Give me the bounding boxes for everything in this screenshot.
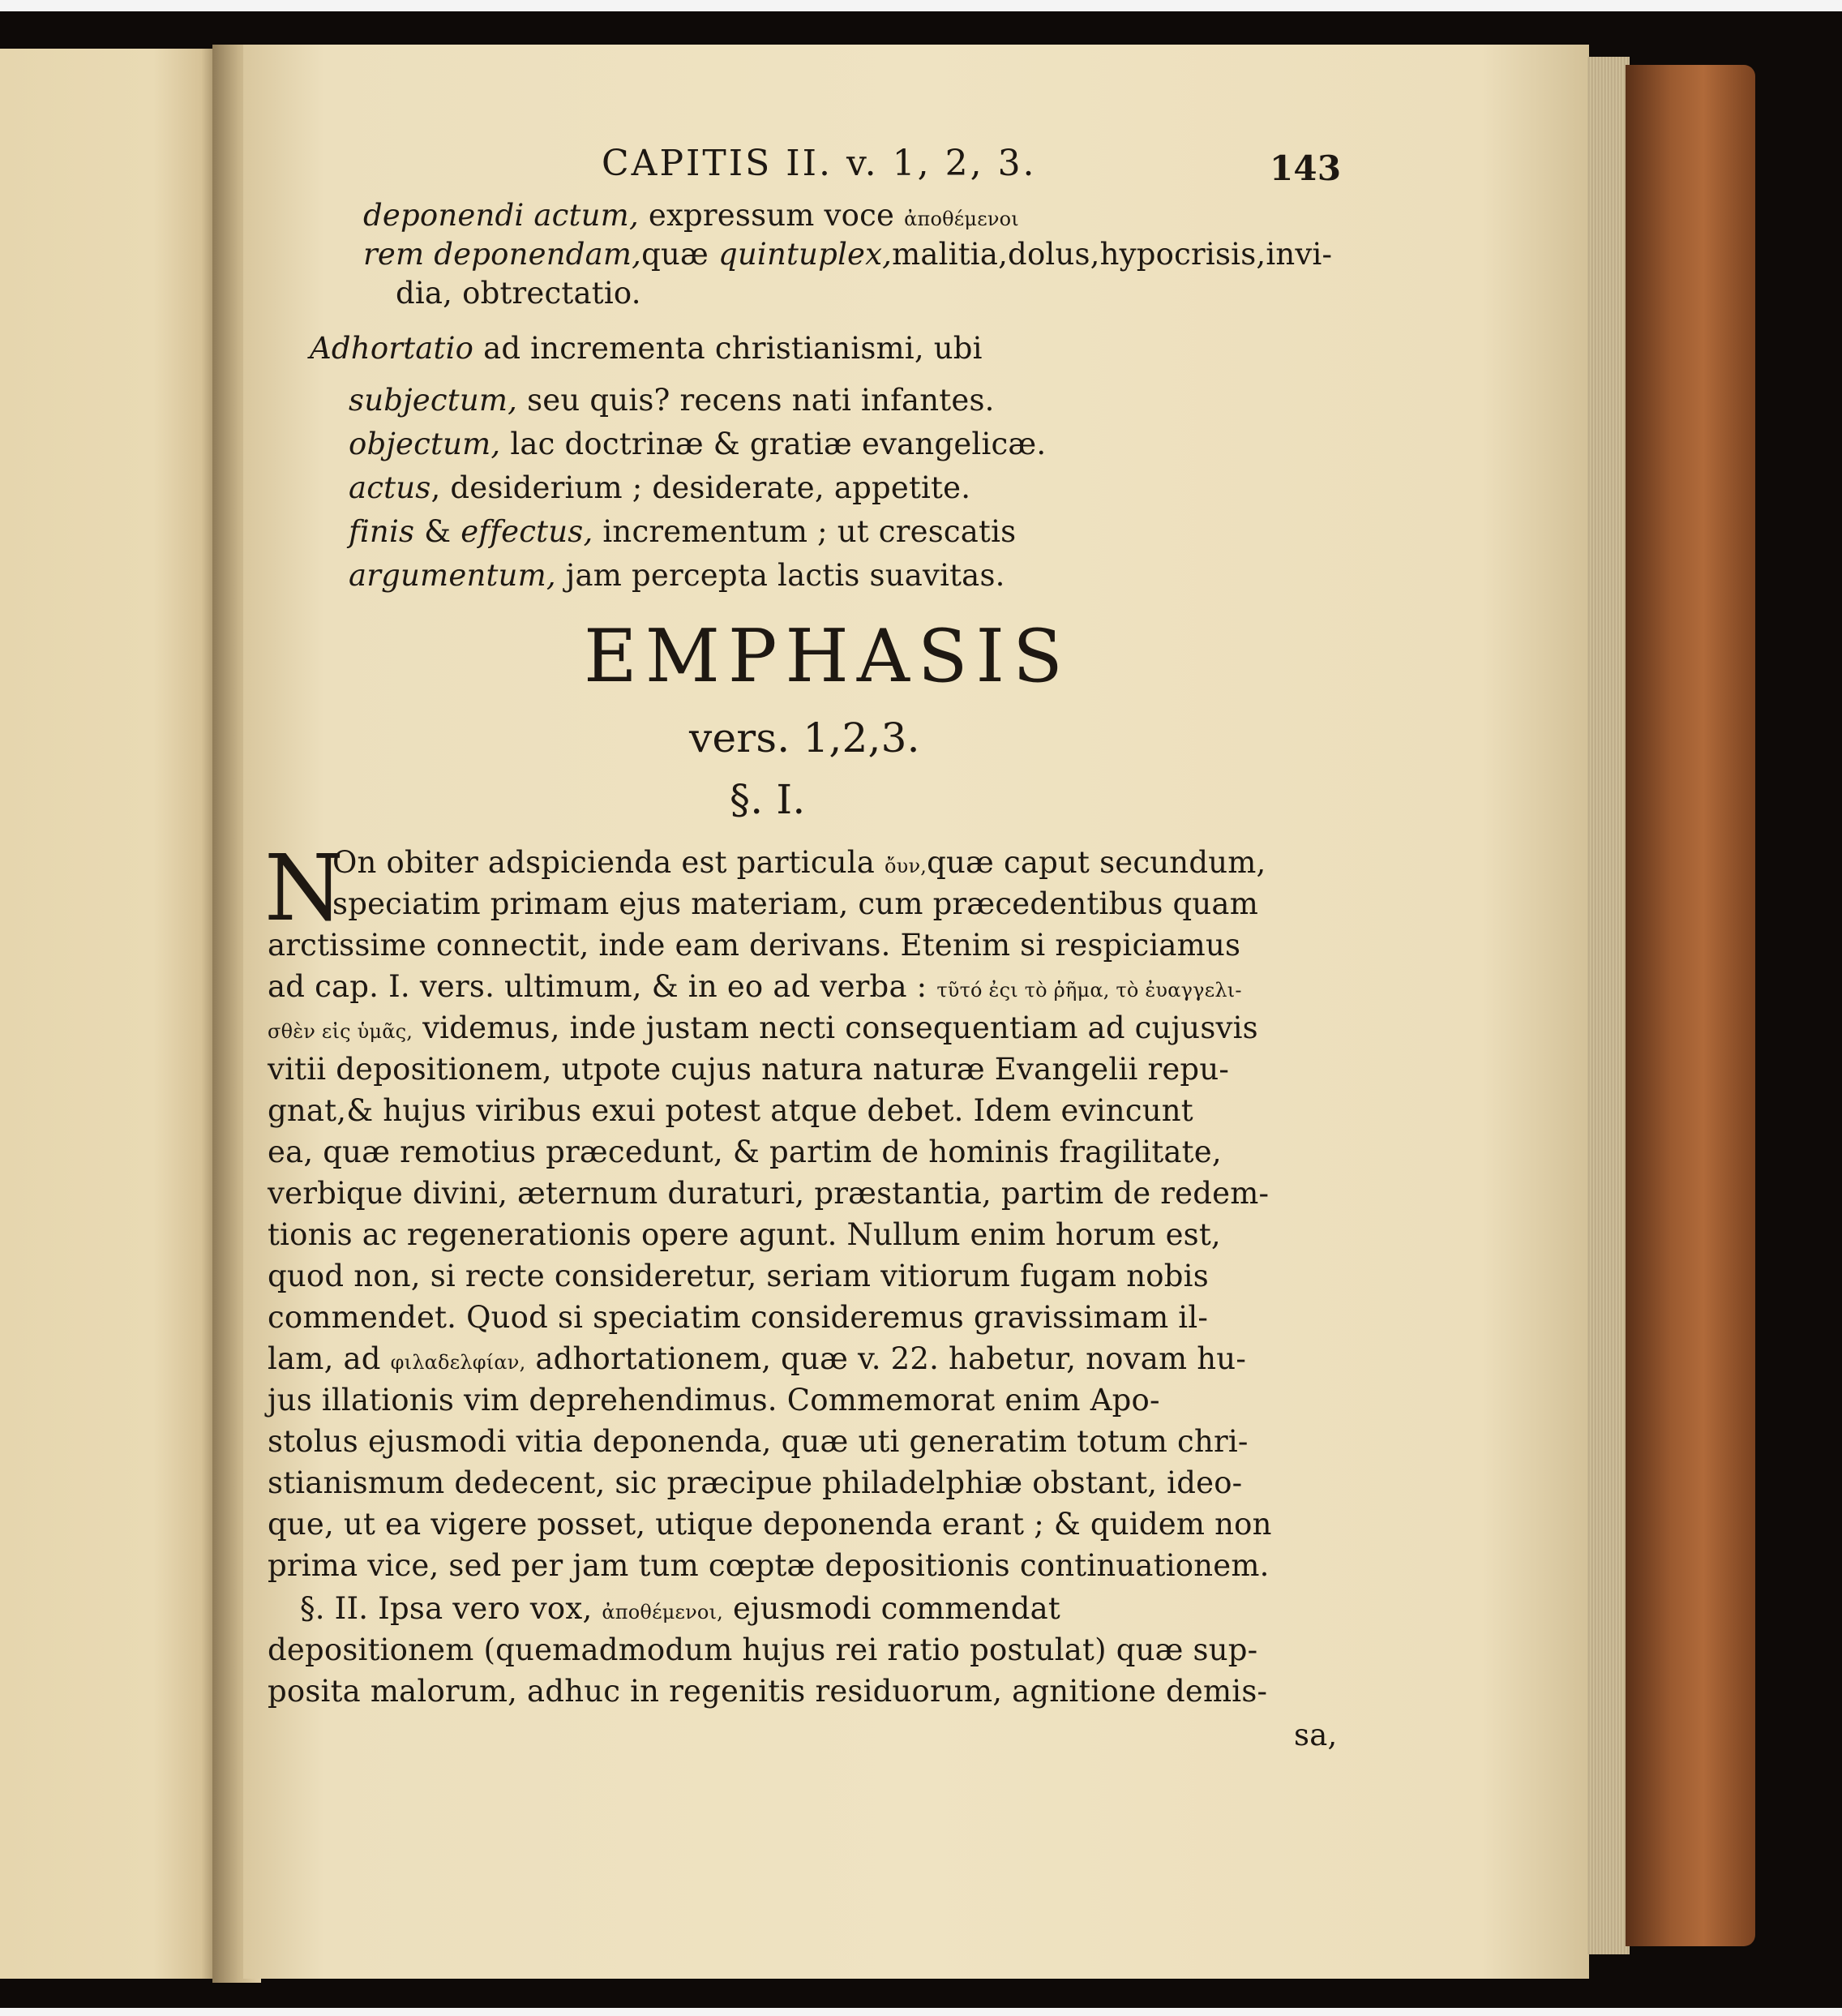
scan-border-bottom <box>0 2008 1842 2016</box>
section-heading: EMPHASIS <box>584 614 1071 699</box>
body-line-18: prima vice, sed per jam tum cœptæ depositionis continuationem. <box>268 1548 1270 1583</box>
body-line-3: arctissime connectit, inde eam derivans. Etenim si respiciamus <box>268 928 1241 963</box>
body-line-5: σθὲν εἰς ὑμᾶς, videmus, inde justam necti consequentiam ad cujusvis <box>268 1010 1258 1045</box>
running-head-title: CAPITIS II. v. 1, 2, 3. <box>602 143 1037 184</box>
body-line-4: ad cap. I. vers. ultimum, & in eo ad verba : τῦτό ἐςι τὸ ῥῆμα, τὸ ἐυαγγελι- <box>268 969 1242 1004</box>
body-line-21: posita malorum, adhuc in regenitis residuorum, agnitione demis- <box>268 1674 1268 1709</box>
body-line-8: ea, quæ remotius præcedunt, & partim de hominis fragilitate, <box>268 1135 1222 1169</box>
analysis-line-2: rem deponendam,quæ quintuplex,malitia,dolus,hypocrisis,invi- <box>363 237 1333 272</box>
analysis-line-1: deponendi actum, expressum voce ἀποθέμενοι <box>363 198 1019 233</box>
body-line-16: stianismum dedecent, sic præcipue philadelphiæ obstant, ideo- <box>268 1465 1243 1500</box>
analysis-line-8: finis & effectus, incrementum ; ut crescatis <box>349 514 1017 549</box>
body-line-1: On obiter adspicienda est particula ὄυν,quæ caput secundum, <box>332 845 1266 880</box>
left-page-edge <box>0 49 219 1979</box>
catchword: sa, <box>1294 1718 1338 1752</box>
body-line-14: jus illationis vim deprehendimus. Commemorat enim Apo- <box>268 1383 1160 1418</box>
drop-cap: N <box>264 836 344 942</box>
body-line-12: commendet. Quod si speciatim consideremus gravissimam il- <box>268 1300 1209 1335</box>
body-line-13: lam, ad φιλαδελφίαν, adhortationem, quæ v. 22. habetur, novam hu- <box>268 1341 1247 1376</box>
body-line-10: tionis ac regenerationis opere agunt. Nullum enim horum est, <box>268 1217 1221 1252</box>
body-line-20: depositionem (quemadmodum hujus rei ratio postulat) quæ sup- <box>268 1632 1258 1667</box>
body-line-17: que, ut ea vigere posset, utique deponenda erant ; & quidem non <box>268 1507 1272 1542</box>
analysis-line-5: subjectum, seu quis? recens nati infantes. <box>349 383 995 418</box>
analysis-line-9: argumentum, jam percepta lactis suavitas. <box>349 558 1005 593</box>
body-line-15: stolus ejusmodi vitia deponenda, quæ uti generatim totum chri- <box>268 1424 1249 1459</box>
body-line-9: verbique divini, æternum duraturi, præstantia, partim de redem- <box>268 1176 1270 1211</box>
page-block-edges <box>1587 57 1630 1954</box>
paragraph-mark: §. I. <box>730 776 806 823</box>
leather-cover <box>1626 65 1755 1946</box>
analysis-line-7: actus, desiderium ; desiderate, appetite. <box>349 470 971 505</box>
body-line-7: gnat,& hujus viribus exui potest atque debet. Idem evincunt <box>268 1093 1193 1128</box>
analysis-line-4: Adhortatio ad incrementa christianismi, ubi <box>310 331 983 366</box>
body-line-6: vitii depositionem, utpote cujus natura naturæ Evangelii repu- <box>268 1052 1230 1087</box>
scan-border-top <box>0 0 1842 11</box>
body-line-11: quod non, si recte consideretur, seriam vitiorum fugam nobis <box>268 1259 1209 1293</box>
body-line-2: speciatim primam ejus materiam, cum præcedentibus quam <box>332 886 1258 921</box>
analysis-line-6: objectum, lac doctrinæ & gratiæ evangelicæ. <box>349 427 1047 461</box>
verse-reference: vers. 1,2,3. <box>689 714 920 761</box>
analysis-line-3: dia, obtrectatio. <box>396 276 641 311</box>
page-number: 143 <box>1270 148 1342 188</box>
body-line-19: §. II. Ipsa vero vox, ἀποθέμενοι, ejusmodi commendat <box>300 1591 1060 1626</box>
